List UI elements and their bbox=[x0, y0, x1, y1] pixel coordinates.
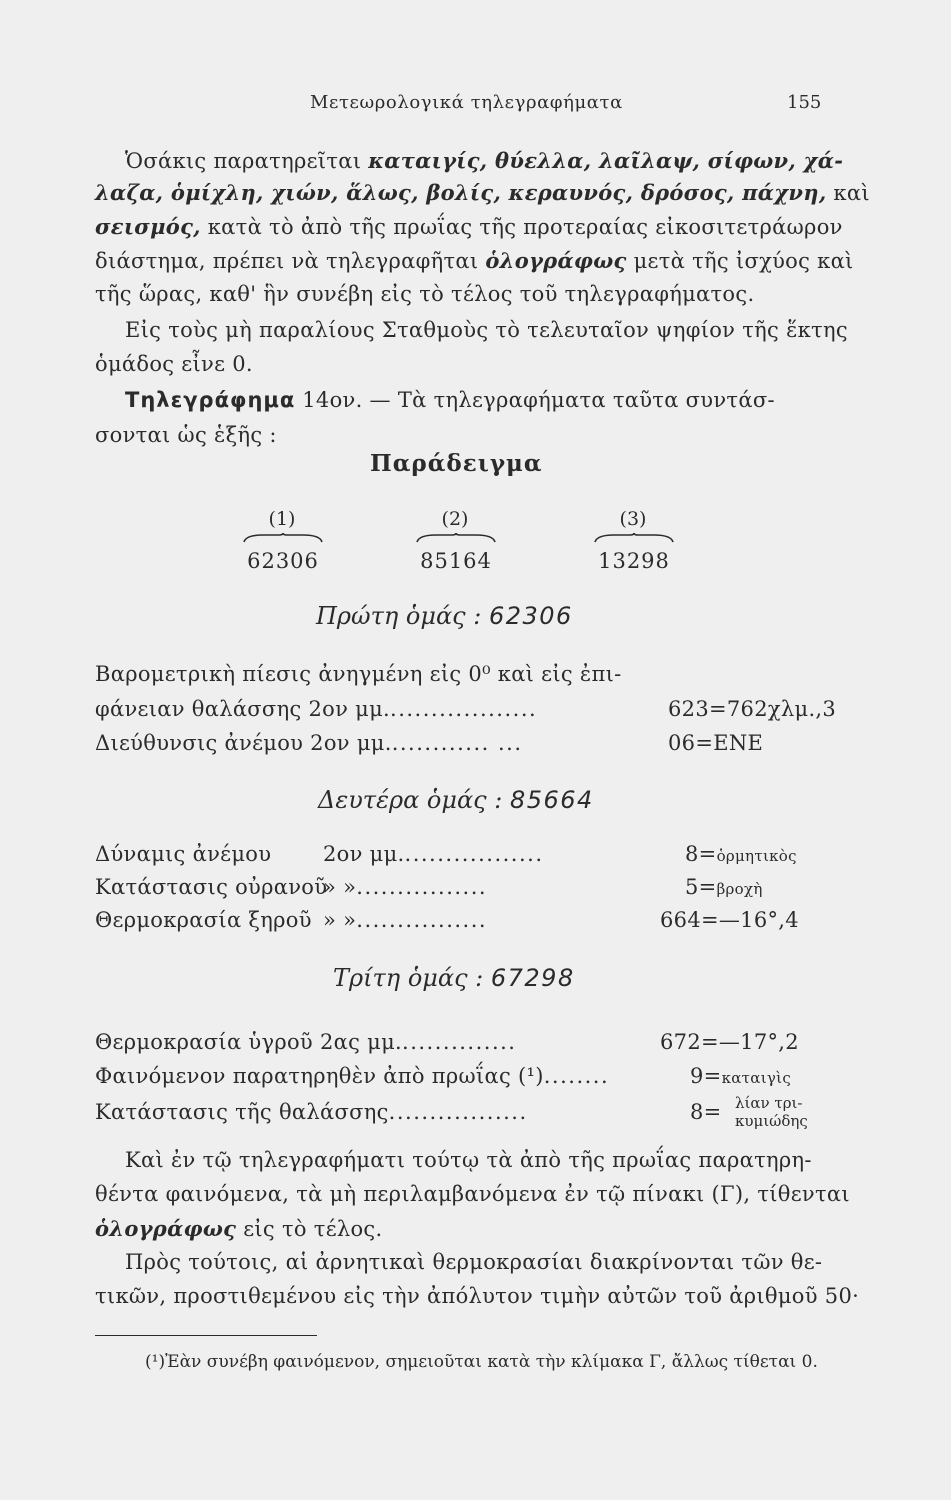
value-word: κυμιώδης bbox=[735, 1112, 808, 1130]
column-number-3: 13298 bbox=[598, 549, 670, 573]
column-number-1: 62306 bbox=[247, 549, 319, 573]
sky-state-value bbox=[685, 875, 763, 899]
brace-icon bbox=[243, 533, 323, 543]
sky-state-row bbox=[323, 875, 487, 899]
text: καὶ bbox=[826, 181, 870, 205]
group-code: 67298 bbox=[490, 964, 575, 992]
wind-direction-row bbox=[95, 731, 523, 755]
row-label: Διεύθυνσις ἀνέμου 2ον μμ. bbox=[95, 731, 392, 755]
wind-force-label: Δύναμις ἀνέμου bbox=[95, 842, 272, 866]
brace-icon bbox=[594, 533, 674, 543]
dry-temp-row bbox=[323, 908, 487, 932]
intro-line-8 bbox=[125, 388, 775, 412]
example-title: Παράδειγμα bbox=[370, 450, 543, 477]
leader-dots: ................. bbox=[388, 1100, 528, 1124]
wind-direction-value: 06=ENE bbox=[668, 731, 764, 755]
telegram-heading: Τηλεγράφημα bbox=[125, 388, 296, 412]
group-1-title bbox=[316, 602, 573, 630]
leader-dots: ................ bbox=[356, 908, 488, 932]
leader-dots: .............. bbox=[402, 1030, 517, 1054]
phenomena-terms: λαζα, ὁμίχλη, χιών, ἅλως, βολίς, κεραυνός, δρόσος, πάχνη, bbox=[95, 180, 827, 205]
footnote: (¹)Ἐὰν συνέβη φαινόμενον, σημειοῦται κατὰ τὴν κλίμακα Γ, ἄλλως τίθεται 0. bbox=[145, 1352, 818, 1372]
row-label: Θερμοκρασία ὑγροῦ 2ας μμ. bbox=[95, 1030, 403, 1054]
emphasis: ὁλογράφως bbox=[485, 248, 627, 273]
column-label-2: (2) bbox=[441, 508, 469, 530]
footnote-rule bbox=[95, 1335, 317, 1336]
value-code: 9= bbox=[690, 1064, 722, 1088]
sea-state-row bbox=[95, 1100, 528, 1124]
phenomena-terms: καταιγίς, θύελλα, λαῖλαψ, σίφων, χά- bbox=[368, 148, 844, 173]
wet-temp-value: 672=—17°,2 bbox=[660, 1030, 799, 1054]
brace-icon bbox=[416, 533, 496, 543]
group-label: Τρίτη ὁμάς : bbox=[333, 964, 484, 992]
group-code: 85664 bbox=[509, 786, 594, 814]
intro-line-3 bbox=[95, 214, 843, 239]
sky-state-label: Κατάστασις οὐρανοῦ bbox=[95, 875, 328, 899]
group-3-title bbox=[333, 964, 575, 992]
value-code: 5= bbox=[685, 875, 717, 899]
page-number: 155 bbox=[787, 92, 822, 113]
value-word: ὁρμητικὸς bbox=[716, 847, 797, 865]
row-label: φάνειαν θαλάσσης 2ον μμ. bbox=[95, 697, 391, 721]
phenomenon-value bbox=[690, 1064, 791, 1088]
dry-temp-label: Θερμοκρασία ξηροῦ bbox=[95, 908, 312, 932]
emphasis: ὁλογράφως bbox=[95, 1216, 237, 1241]
pressure-row-1: Βαρομετρικὴ πίεσις ἀνηγμένη εἰς 0⁰ καὶ εἰς ἐπι- bbox=[95, 662, 622, 686]
row-hour: » » bbox=[323, 908, 357, 932]
group-label: Δευτέρα ὁμάς : bbox=[318, 786, 503, 814]
closing-line-1: Καὶ ἐν τῷ τηλεγραφήματι τούτῳ τὰ ἀπὸ τῆς πρωΐας παρατηρη- bbox=[125, 1148, 812, 1172]
pressure-value: 623=762χλμ.,3 bbox=[668, 697, 837, 721]
row-hour: 2ον μμ. bbox=[323, 842, 405, 866]
running-header: Μετεωρολογικά τηλεγραφήματα bbox=[310, 92, 623, 113]
intro-line-7: ὁμάδος εἶνε 0. bbox=[95, 352, 253, 376]
column-label-3: (3) bbox=[619, 508, 647, 530]
text: κατὰ τὸ ἀπὸ τῆς πρωΐας τῆς προτεραίας εἰκοσιτετράωρον bbox=[200, 215, 843, 239]
pressure-row-2 bbox=[95, 697, 537, 721]
closing-line-3 bbox=[95, 1216, 382, 1241]
sea-state-code: 8= bbox=[690, 1100, 722, 1124]
phenomena-terms: σεισμός, bbox=[95, 214, 201, 239]
row-label: Κατάστασις τῆς θαλάσσης bbox=[95, 1100, 389, 1124]
column-label-1: (1) bbox=[268, 508, 296, 530]
closing-line-5: τικῶν, προστιθεμένου εἰς τὴν ἀπόλυτον τιμὴν αὐτῶν τοῦ ἀριθμοῦ 50· bbox=[95, 1284, 860, 1308]
closing-line-4: Πρὸς τούτοις, αἱ ἀρνητικαὶ θερμοκρασίαι διακρίνονται τῶν θε- bbox=[125, 1250, 823, 1274]
value-word: βροχὴ bbox=[716, 880, 763, 898]
intro-line-1 bbox=[125, 148, 843, 173]
value-code: 8= bbox=[685, 842, 717, 866]
intro-line-2 bbox=[95, 180, 870, 205]
intro-line-5: τῆς ὥρας, καθ' ἣν συνέβη εἰς τὸ τέλος τοῦ τηλεγραφήματος. bbox=[95, 282, 755, 306]
leader-dots: .................. bbox=[390, 697, 538, 721]
leader-dots: ................. bbox=[404, 842, 544, 866]
row-label: Φαινόμενον παρατηρηθὲν ἀπὸ πρωΐας (¹) bbox=[95, 1064, 544, 1088]
column-number-2: 85164 bbox=[420, 549, 492, 573]
wind-force-value bbox=[685, 842, 797, 866]
phenomenon-row bbox=[95, 1064, 609, 1088]
group-2-title bbox=[318, 786, 594, 814]
intro-line-6: Εἰς τοὺς μὴ παραλίους Σταθμοὺς τὸ τελευταῖον ψηφίον τῆς ἕκτης bbox=[125, 318, 848, 342]
dry-temp-value: 664=—16°,4 bbox=[660, 908, 799, 932]
wet-temp-row bbox=[95, 1030, 516, 1054]
text: διάστημα, πρέπει νὰ τηλεγραφῆται bbox=[95, 249, 486, 273]
text: 14ον. — Τὰ τηλεγραφήματα ταῦτα συντάσ- bbox=[295, 388, 775, 412]
group-code: 62306 bbox=[488, 602, 573, 630]
sea-state-words bbox=[735, 1094, 808, 1130]
text: Ὁσάκις παρατηρεῖται bbox=[125, 149, 369, 173]
intro-line-4 bbox=[95, 248, 854, 273]
leader-dots: ........ bbox=[543, 1064, 610, 1088]
leader-dots: ............ ... bbox=[391, 731, 523, 755]
value-word: λίαν τρι- bbox=[735, 1094, 803, 1112]
leader-dots: ................ bbox=[356, 875, 488, 899]
wind-force-row bbox=[323, 842, 544, 866]
group-label: Πρώτη ὁμάς : bbox=[316, 602, 482, 630]
closing-line-2: θέντα φαινόμενα, τὰ μὴ περιλαμβανόμενα ἐν τῷ πίνακι (Γ), τίθενται bbox=[95, 1182, 850, 1206]
text: εἰς τὸ τέλος. bbox=[236, 1217, 383, 1241]
value-word: καταιγὶς bbox=[721, 1069, 792, 1087]
text: μετὰ τῆς ἰσχύος καὶ bbox=[626, 249, 854, 273]
intro-line-9: σονται ὡς ἑξῆς : bbox=[95, 423, 277, 447]
row-hour: » » bbox=[323, 875, 357, 899]
